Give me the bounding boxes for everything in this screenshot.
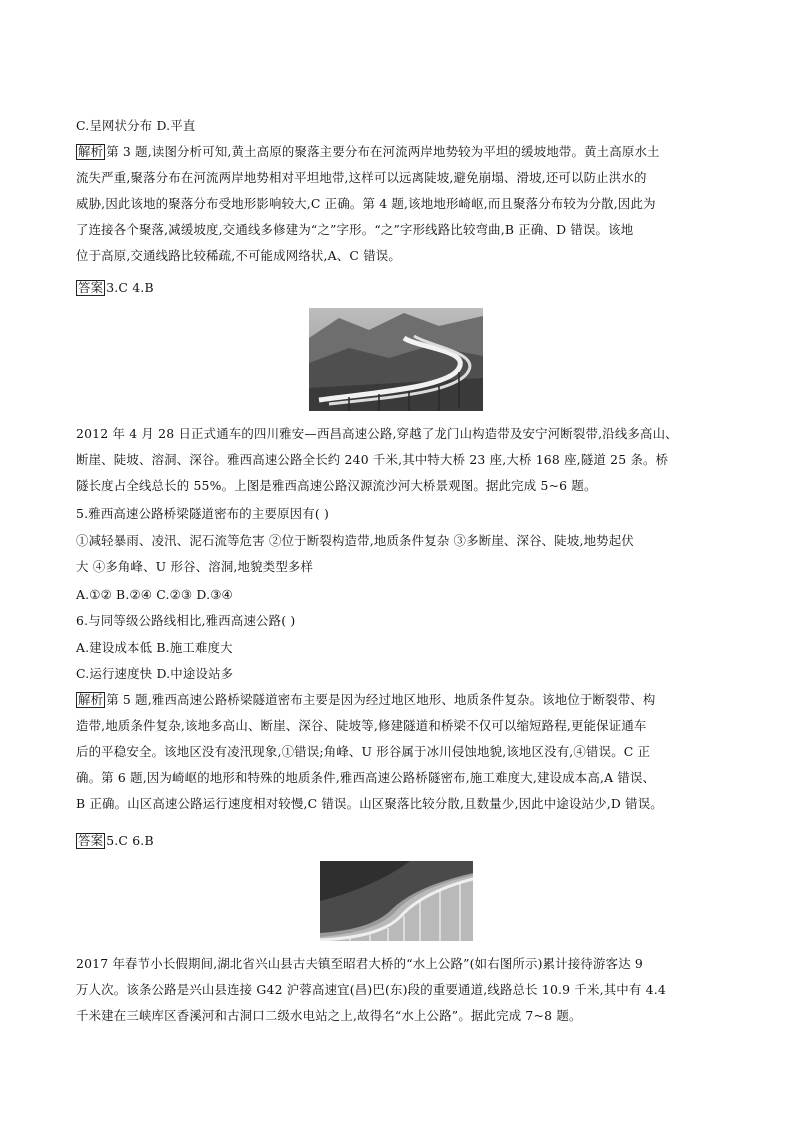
q6-options-row-2: C.运行速度快 D.中途设站多 — [76, 666, 234, 681]
analysis-2-line-1: 解析 第 5 题,雅西高速公路桥梁隧道密布主要是因为经过地区地形、地质条件复杂。该地位于断裂带、构 — [78, 692, 656, 707]
analysis-1-line-3: 威胁,因此该地的聚落分布受地形影响较大,C 正确。第 4 题,该地地形崎岖,而且聚落分布较为分散,因此为 — [76, 196, 656, 211]
q5-statements-line-2: 大 ④多角峰、U 形谷、溶洞,地貌类型多样 — [76, 559, 314, 574]
analysis-2-line-2: 造带,地质条件复杂,该地多高山、断崖、深谷、陡坡等,修建隧道和桥梁不仅可以缩短路程,更能保证通车 — [76, 718, 647, 733]
passage-2-line-2: 断崖、陡坡、溶洞、深谷。雅西高速公路全长约 240 千米,其中特大桥 23 座,大桥 168 座,隧道 25 条。桥 — [76, 452, 669, 467]
q6-options-row-1: A.建设成本低 B.施工难度大 — [76, 640, 233, 655]
q5-stem: 5.雅西高速公路桥梁隧道密布的主要原因有( ) — [76, 506, 330, 521]
analysis-1-line-2: 流失严重,聚落分布在河流两岸地势相对平坦地带,这样可以远离陡坡,避免崩塌、滑坡,还可以防止洪水的 — [76, 170, 647, 185]
highway-bridge-photo — [309, 308, 483, 411]
q6-stem: 6.与同等级公路线相比,雅西高速公路( ) — [76, 613, 296, 628]
analysis-tag: 解析 — [78, 144, 104, 159]
passage-3-line-2: 万人次。该条公路是兴山县连接 G42 沪蓉高速宜(昌)巴(东)段的重要通道,线路总长 10.9 千米,其中有 4.4 — [76, 982, 666, 997]
water-road-photo — [320, 861, 473, 941]
answer-2: 答案 5.C 6.B — [78, 833, 154, 848]
q34-options: C.呈网状分布 D.平直 — [76, 118, 196, 133]
passage-3-line-1: 2017 年春节小长假期间,湖北省兴山县古夫镇至昭君大桥的“水上公路”(如右图所示)累计接待游客达 9 — [76, 956, 644, 971]
analysis-1-line-1: 解析 第 3 题,读图分析可知,黄土高原的聚落主要分布在河流两岸地势较为平坦的缓坡地带。黄土高原水土 — [78, 144, 660, 159]
analysis-2-line-3: 后的平稳安全。该地区没有凌汛现象,①错误;角峰、U 形谷属于冰川侵蚀地貌,该地区没有,④错误。C 正 — [76, 744, 651, 759]
answer-tag: 答案 — [78, 280, 104, 295]
q5-statements-line-1: ①减轻暴雨、凌汛、泥石流等危害 ②位于断裂构造带,地质条件复杂 ③多断崖、深谷、陡坡,地势起伏 — [76, 533, 634, 548]
q5-options: A.①② B.②④ C.②③ D.③④ — [76, 587, 233, 602]
answer-tag: 答案 — [78, 833, 104, 848]
analysis-tag: 解析 — [78, 692, 104, 707]
passage-3-line-3: 千米建在三峡库区香溪河和古洞口二级水电站之上,故得名“水上公路”。据此完成 7~8 题。 — [76, 1008, 582, 1023]
analysis-2-line-4: 确。第 6 题,因为崎岖的地形和特殊的地质条件,雅西高速公路桥隧密布,施工难度大,建设成本高,A 错误、 — [76, 770, 656, 785]
analysis-2-line-5: B 正确。山区高速公路运行速度相对较慢,C 错误。山区聚落比较分散,且数量少,因此中途设站少,D 错误。 — [76, 796, 663, 811]
answer-1: 答案 3.C 4.B — [78, 280, 154, 295]
analysis-1-line-5: 位于高原,交通线路比较稀疏,不可能成网络状,A、C 错误。 — [76, 248, 401, 263]
analysis-1-line-4: 了连接各个聚落,减缓坡度,交通线多修建为“之”字形。“之”字形线路比较弯曲,B 正确、D 错误。该地 — [76, 222, 634, 237]
passage-2-line-1: 2012 年 4 月 28 日正式通车的四川雅安—西昌高速公路,穿越了龙门山构造带及安宁河断裂带,沿线多高山、 — [76, 426, 678, 441]
passage-2-line-3: 隧长度占全线总长的 55%。上图是雅西高速公路汉源流沙河大桥景观图。据此完成 5~6 题。 — [76, 478, 597, 493]
